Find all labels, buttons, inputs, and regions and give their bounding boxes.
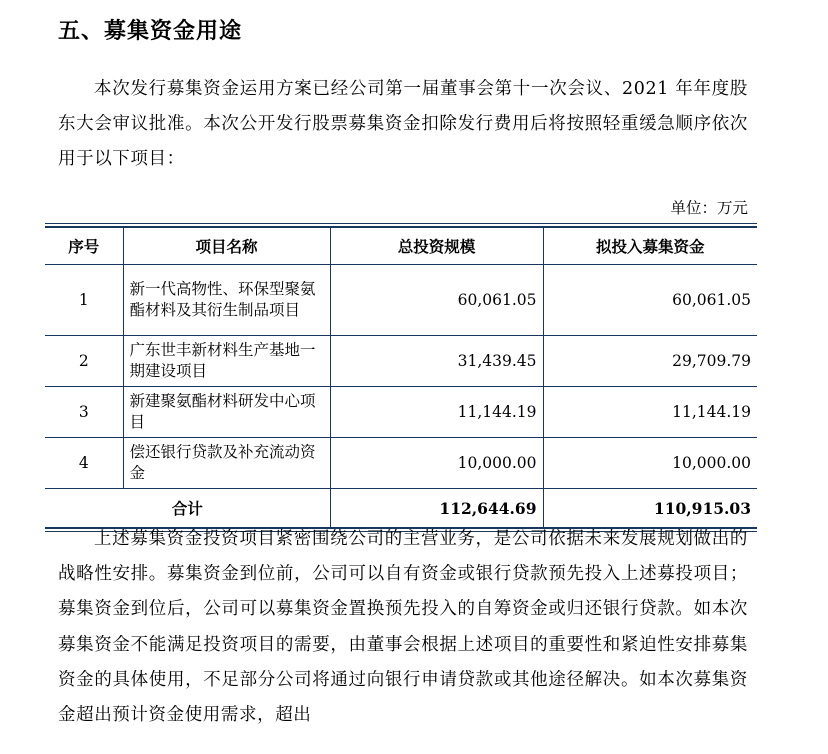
row-project-name: 广东世丰新材料生产基地一期建设项目 — [123, 336, 330, 387]
row-index: 2 — [45, 336, 123, 387]
row-raised-funds: 10,000.00 — [543, 438, 757, 489]
table-row — [45, 265, 757, 336]
total-raised-sum: 110,915.03 — [543, 489, 757, 528]
row-raised-funds: 29,709.79 — [543, 336, 757, 387]
row-total-investment: 11,144.19 — [330, 387, 543, 438]
row-project-name: 偿还银行贷款及补充流动资金 — [123, 438, 330, 489]
header-raised-funds: 拟投入募集资金 — [543, 228, 757, 265]
row-project-name: 新建聚氨酯材料研发中心项目 — [123, 387, 330, 438]
header-index: 序号 — [45, 228, 123, 265]
row-project-name: 新一代高物性、环保型聚氨酯材料及其衍生制品项目 — [123, 265, 330, 336]
intro-paragraph: 本次发行募集资金运用方案已经公司第一届董事会第十一次会议、2021 年年度股东大会审议批准。本次公开发行股票募集资金扣除发行费用后将按照轻重缓急顺序依次用于以下项目： — [58, 79, 748, 170]
body-paragraph: 上述募集资金投资项目紧密围绕公司的主营业务，是公司依据未来发展规划做出的战略性安排。募集资金到位前，公司可以自有资金或银行贷款预先投入上述募投项目；募集资金到位后，公司可以募集资金置换预先投入的自筹资金或归还银行贷款。如本次募集资金不能满足投资项目的需要，由董事会根据上述项目的重要性和紧迫性安排募集资金的具体使用，不足部分公司将通过向银行申请贷款或其他途径解决。如本次募集资金超出预计资金使用需求，超出 — [58, 529, 748, 726]
row-total-investment: 10,000.00 — [330, 438, 543, 489]
table-header-row — [45, 228, 757, 265]
unit-label: 单位：万元 — [670, 199, 748, 217]
row-index: 4 — [45, 438, 123, 489]
header-total-investment: 总投资规模 — [330, 228, 543, 265]
table-row — [45, 387, 757, 438]
row-raised-funds: 60,061.05 — [543, 265, 757, 336]
fund-usage-table-frame — [45, 223, 757, 532]
row-index: 3 — [45, 387, 123, 438]
total-label: 合计 — [45, 489, 330, 528]
table-row — [45, 438, 757, 489]
header-project-name: 项目名称 — [123, 228, 330, 265]
table-row — [45, 336, 757, 387]
fund-usage-table — [45, 227, 757, 528]
row-index: 1 — [45, 265, 123, 336]
row-total-investment: 60,061.05 — [330, 265, 543, 336]
total-investment-sum: 112,644.69 — [330, 489, 543, 528]
section-heading: 五、募集资金用途 — [58, 19, 243, 44]
row-raised-funds: 11,144.19 — [543, 387, 757, 438]
row-total-investment: 31,439.45 — [330, 336, 543, 387]
